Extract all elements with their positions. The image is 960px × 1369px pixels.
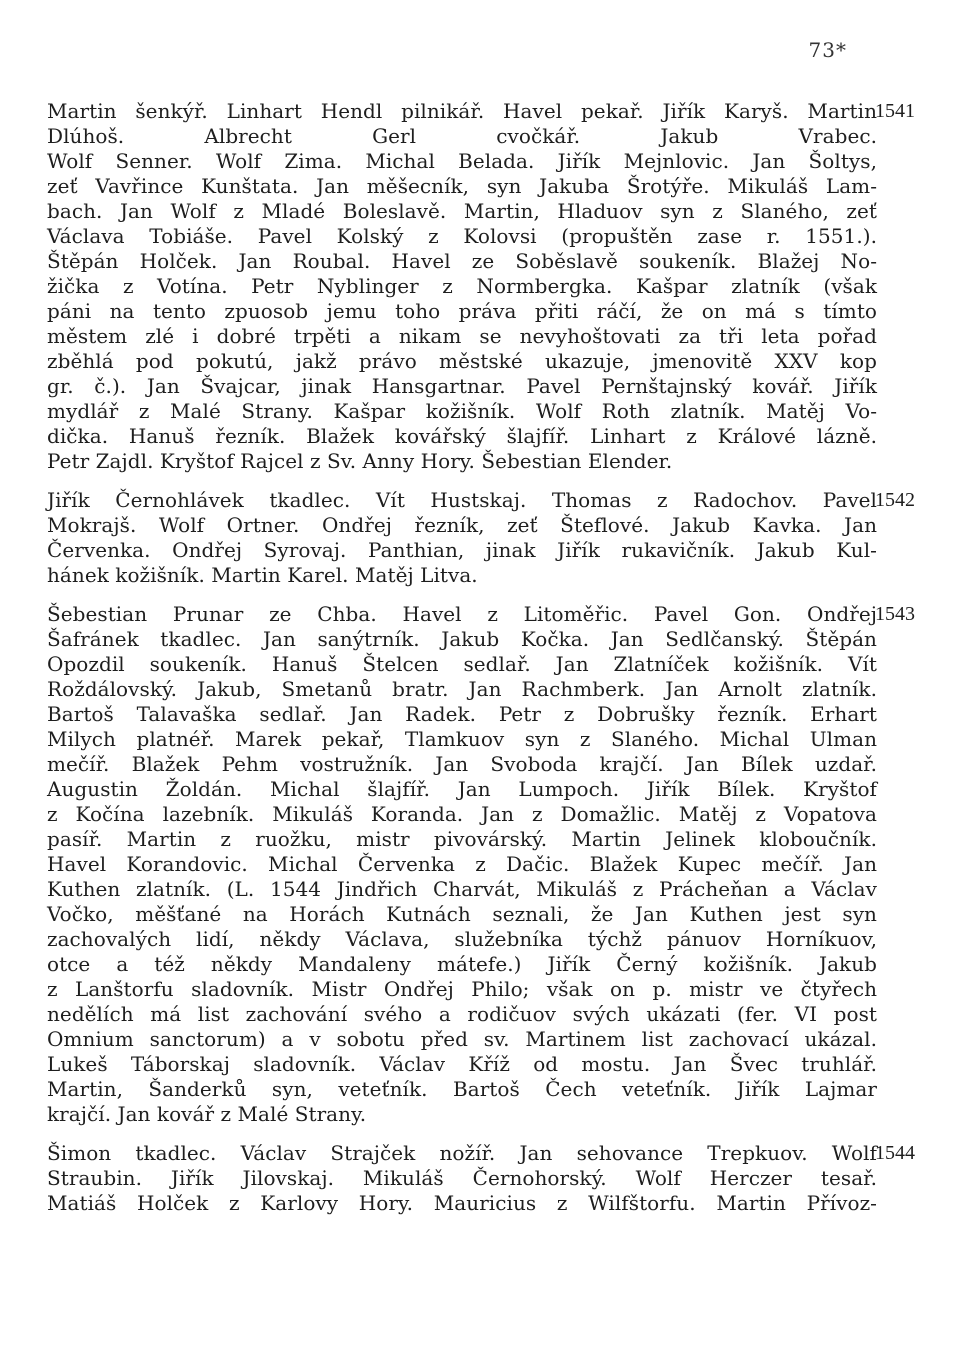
page-number: 73*: [808, 38, 847, 62]
year-label: 1543: [875, 603, 915, 625]
text-line: Opozdil soukeník. Hanuš Štelcen sedlař. Jan Zlatníček kožišník. Vít: [47, 652, 877, 676]
year-section: [47, 602, 915, 1127]
text-line: gr. č.). Jan Švajcar, jinak Hansgartnar. Pavel Pernštajnský kovář. Jiřík: [47, 374, 877, 398]
text-line: Petr Zajdl. Kryštof Rajcel z Sv. Anny Hory. Šebestian Elender.: [47, 449, 673, 473]
text-line: zachovalých lidí, někdy Václava, služebníka týchž pánuov Horníkuov,: [47, 927, 877, 951]
text-line: mečíř. Blažek Pehm vostružník. Jan Svoboda krajčí. Jan Bílek uzdař.: [47, 752, 877, 776]
year-section: [47, 488, 915, 588]
text-line: z Kočína lazebník. Mikuláš Koranda. Jan z Domažlic. Matěj z Vopatova: [47, 802, 877, 826]
text-line: z Lanštorfu sladovník. Mistr Ondřej Philo; však on p. mistr ve čtyřech: [47, 977, 877, 1001]
text-line: Vočko, měšťané na Horách Kutnách seznali, že Jan Kuthen jest syn: [47, 902, 877, 926]
text-line: Wolf Senner. Wolf Zima. Michal Belada. Jiřík Mejnlovic. Jan Šoltys,: [47, 149, 877, 173]
text-line: Bartoš Talavaška sedlař. Jan Radek. Petr z Dobrušky řezník. Erhart: [47, 702, 877, 726]
text-line: páni na tento zpuosob jemu toho práva přiti ráčí, že on má s tímto: [47, 299, 877, 323]
text-line: hánek kožišník. Martin Karel. Matěj Litva.: [47, 563, 478, 587]
text-line: Lukeš Táborskaj sladovník. Václav Kříž od mostu. Jan Švec truhlář.: [47, 1052, 877, 1076]
year-section: [47, 99, 915, 474]
text-line: Štěpán Holček. Jan Roubal. Havel ze Soběslavě soukeník. Blažej No-: [47, 249, 877, 273]
text-line: Havel Korandovic. Michal Červenka z Dačic. Blažek Kupec mečíř. Jan: [47, 852, 877, 876]
text-line: zeť Vavřince Kunštata. Jan měšecník, syn Jakuba Šrotýře. Mikuláš Lam-: [47, 174, 877, 198]
text-line: Milych platnéř. Marek pekař, Tlamkuov syn z Slaného. Michal Ulman: [47, 727, 877, 751]
text-line: Šafránek tkadlec. Jan sanýtrník. Jakub Kočka. Jan Sedlčanský. Štěpán: [47, 627, 877, 651]
text-line: nedělích má list zachování svého a rodičuov svých ukázati (fer. VI post: [47, 1002, 877, 1026]
year-label: 1544: [875, 1142, 915, 1164]
text-line: Roždálovský. Jakub, Smetanů bratr. Jan Rachmberk. Jan Arnolt zlatník.: [47, 677, 877, 701]
text-line: Mokrajš. Wolf Ortner. Ondřej řezník, zeť Šteflové. Jakub Kavka. Jan: [47, 513, 877, 537]
text-line: žička z Votína. Petr Nyblinger z Normbergka. Kašpar zlatník (však: [47, 274, 877, 298]
register-page: [47, 99, 915, 1216]
text-line: městem zlé i dobré trpěti a nikam se nevyhoštovati za tři leta pořad: [47, 324, 877, 348]
text-line: Václava Tobiáše. Pavel Kolský z Kolovsi (propuštěn zase r. 1551.).: [47, 224, 877, 248]
text-line: Martin, Šanderků syn, veteťník. Bartoš Čech veteťník. Jiřík Lajmar: [47, 1077, 877, 1101]
entries: [47, 1141, 877, 1216]
text-line: Matiáš Holček z Karlovy Hory. Mauricius z Wilfštorfu. Martin Přívoz-: [47, 1191, 877, 1215]
text-line: zběhlá pod pokutú, jakž právo městské ukazuje, jmenovitě XXV kop: [47, 349, 877, 373]
text-line: Augustin Žoldán. Michal šlajfíř. Jan Lumpoch. Jiřík Bílek. Kryštof: [47, 777, 877, 801]
text-line: bach. Jan Wolf z Mladé Boleslavě. Martin, Hladuov syn z Slaného, zeť: [47, 199, 877, 223]
text-line: otce a též někdy Mandaleny mátefe.) Jiřík Černý kožišník. Jakub: [47, 952, 877, 976]
text-line: Dlúhoš. Albrecht Gerl cvočkář. Jakub Vrabec.: [47, 124, 877, 148]
text-line: Jiřík Černohlávek tkadlec. Vít Hustskaj. Thomas z Radochov. Pavel: [47, 488, 877, 512]
year-label: 1541: [875, 100, 915, 122]
text-line: Šimon tkadlec. Václav Strajček nožíř. Jan sehovance Trepkuov. Wolf: [47, 1141, 877, 1165]
text-line: krajčí. Jan kovář z Malé Strany.: [47, 1102, 367, 1126]
entries: [47, 602, 877, 1127]
text-line: Šebestian Prunar ze Chba. Havel z Litoměřic. Pavel Gon. Ondřej: [47, 602, 877, 626]
year-label: 1542: [875, 489, 915, 511]
text-line: Červenka. Ondřej Syrovaj. Panthian, jinak Jiřík rukavičník. Jakub Kul-: [47, 538, 877, 562]
text-line: dička. Hanuš řezník. Blažek kovářský šlajfíř. Linhart z Králové lázně.: [47, 424, 877, 448]
text-line: Martin šenkýř. Linhart Hendl pilnikář. Havel pekař. Jiřík Karyš. Martin: [47, 99, 877, 123]
entries: [47, 99, 877, 474]
entries: [47, 488, 877, 588]
text-line: pasíř. Martin z ruožku, mistr pivovárský. Martin Jelinek kloboučník.: [47, 827, 877, 851]
text-line: Straubin. Jiřík Jilovskaj. Mikuláš Černohorský. Wolf Herczer tesař.: [47, 1166, 877, 1190]
year-section: [47, 1141, 915, 1216]
text-line: mydlář z Malé Strany. Kašpar kožišník. Wolf Roth zlatník. Matěj Vo-: [47, 399, 877, 423]
text-line: Omnium sanctorum) a v sobotu před sv. Martinem list zachovací ukázal.: [47, 1027, 877, 1051]
text-line: Kuthen zlatník. (L. 1544 Jindřich Charvát, Mikuláš z Prácheňan a Václav: [47, 877, 877, 901]
